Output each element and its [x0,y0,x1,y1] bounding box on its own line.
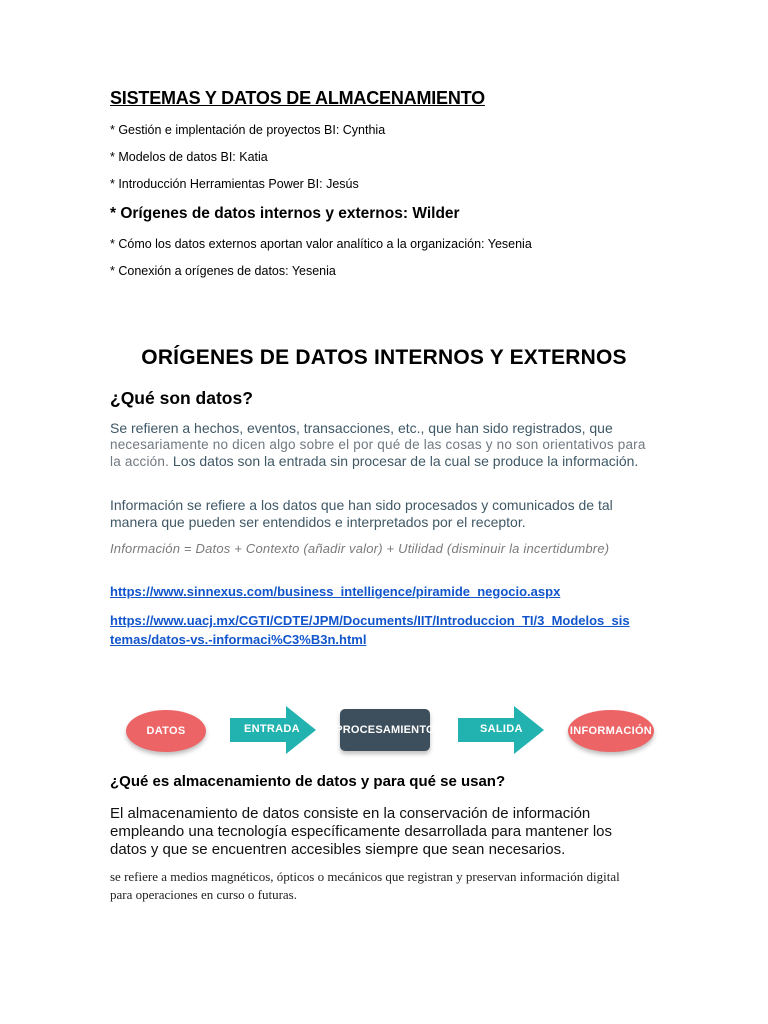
question-almacenamiento: ¿Qué es almacenamiento de datos y para qué se usan? [110,773,506,790]
flow-node-informacion: INFORMACIÓN [568,710,654,752]
datos-definition [110,420,650,470]
link-sinnexus[interactable]: https://www.sinnexus.com/business_intelligence/piramide_negocio.aspx [110,584,561,599]
bullet-item-4: * Orígenes de datos internos y externos: Wilder [110,205,460,222]
almacenamiento-definition: El almacenamiento de datos consiste en la conservación de información empleando una tecnología específicamente desarrollada para mantener los datos y que se encuentren accesibles siempre que sean necesarios. [110,805,612,858]
flow-label-entrada: ENTRADA [244,723,300,735]
flow-node-procesamiento: PROCESAMIENTO [340,709,430,751]
flow-node-datos: DATOS [126,710,206,752]
bullet-item-1: * Gestión e implentación de proyectos BI: Cynthia [110,123,386,137]
bullet-item-2: * Modelos de datos BI: Katia [110,150,268,164]
section-title: ORÍGENES DE DATOS INTERNOS Y EXTERNOS [141,346,627,369]
datos-definition-part3: Los datos son la entrada sin procesar de la cual se produce la información. [169,453,639,469]
bullet-item-5: * Cómo los datos externos aportan valor analítico a la organización: Yesenia [110,237,532,251]
informacion-definition: Información se refiere a los datos que han sido procesados y comunicados de tal manera que pueden ser entendidos e interpretados por el receptor. [110,497,613,530]
link-uacj[interactable]: https://www.uacj.mx/CGTI/CDTE/JPM/Documents/IIT/Introduccion_TI/3_Modelos_sistemas/datos-vs.-informaci%C3%B3n.html [110,613,630,647]
datos-definition-part2: necesariamente no dicen algo sobre el por qué de las cosas y no son orientativos para la acción. [110,437,646,469]
data-flow-diagram [120,700,660,760]
almacenamiento-note: se refiere a medios magnéticos, ópticos o mecánicos que registran y preservan información digital para operaciones en curso o futuras. [110,869,620,902]
flow-label-salida: SALIDA [480,723,523,735]
datos-definition-part1: Se refieren a hechos, eventos, transacciones, etc., que han sido registrados, que [110,420,613,436]
page-title: SISTEMAS Y DATOS DE ALMACENAMIENTO [110,88,485,108]
question-datos: ¿Qué son datos? [110,388,253,408]
informacion-formula: Información = Datos + Contexto (añadir valor) + Utilidad (disminuir la incertidumbre) [110,541,610,556]
bullet-item-6: * Conexión a orígenes de datos: Yesenia [110,264,336,278]
bullet-item-3: * Introducción Herramientas Power BI: Jesús [110,177,359,191]
